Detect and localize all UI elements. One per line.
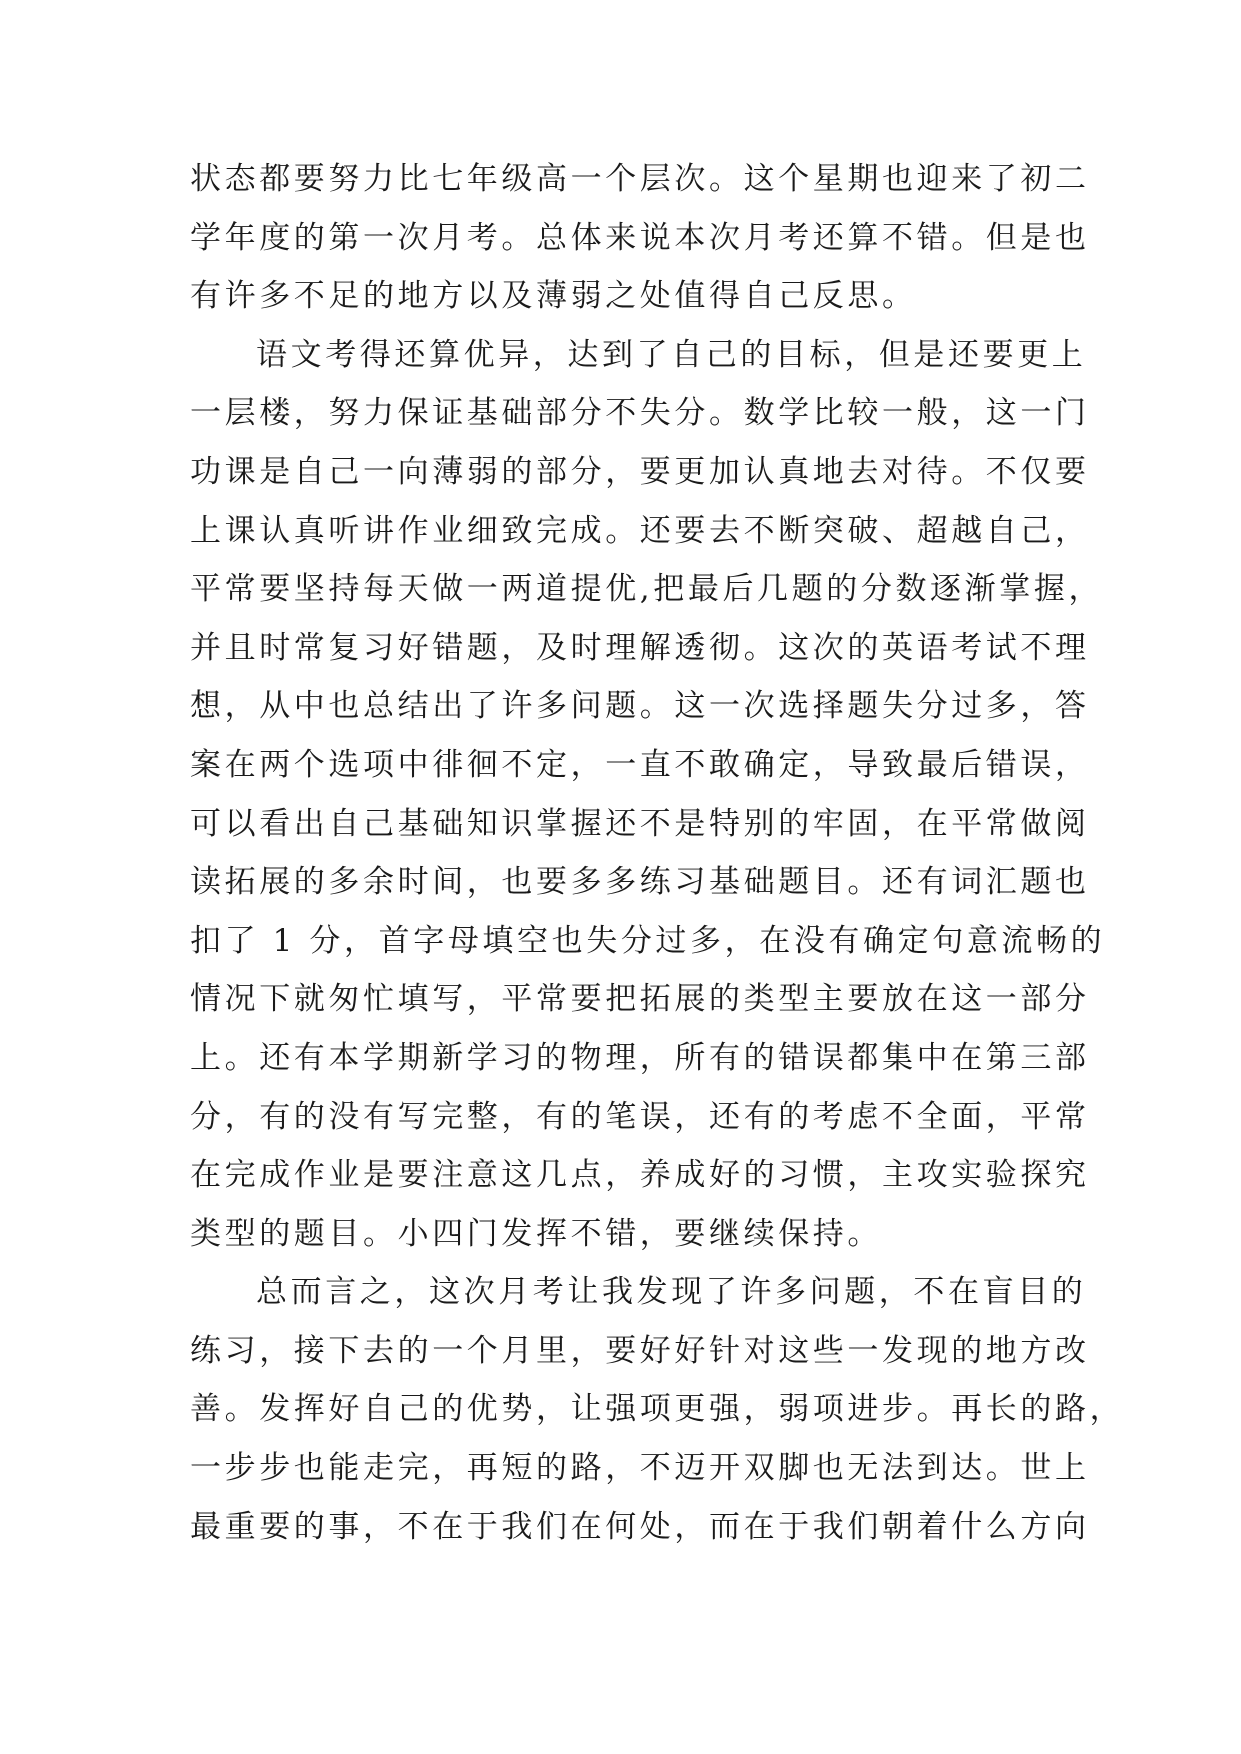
text-line: 最重要的事，不在于我们在何处，而在于我们朝着什么方向 xyxy=(190,1508,1090,1545)
text-line: 想，从中也总结出了许多问题。这一次选择题失分过多，答 xyxy=(190,688,1090,725)
text-line: 一层楼，努力保证基础部分不失分。数学比较一般，这一门 xyxy=(190,395,1090,432)
text-line: 类型的题目。小四门发挥不错，要继续保持。 xyxy=(190,1215,882,1252)
text-line: 善。发挥好自己的优势，让强项更强，弱项进步。再长的路， xyxy=(190,1391,1125,1428)
text-line: 案在两个选项中徘徊不定，一直不敢确定，导致最后错误， xyxy=(190,746,1090,783)
text-line: 状态都要努力比七年级高一个层次。这个星期也迎来了初二 xyxy=(190,161,1090,197)
text-line: 语文考得还算优异，达到了自己的目标，但是还要更上 xyxy=(256,336,1087,373)
text-line: 有许多不足的地方以及薄弱之处值得自己反思。 xyxy=(190,278,917,315)
text-line: 练习，接下去的一个月里，要好好针对这些一发现的地方改 xyxy=(190,1332,1090,1369)
text-line: 情况下就匆忙填写，平常要把拓展的类型主要放在这一部分 xyxy=(190,981,1090,1018)
text-line: 并且时常复习好错题，及时理解透彻。这次的英语考试不理 xyxy=(190,629,1090,666)
text-line: 扣了 1 分，首字母填空也失分过多，在没有确定句意流畅的 xyxy=(190,922,1106,959)
body-text xyxy=(190,150,1125,1556)
text-line: 在完成作业是要注意这几点，养成好的习惯，主攻实验探究 xyxy=(190,1157,1090,1194)
text-line: 平常要坚持每天做一两道提优,把最后几题的分数逐渐掌握， xyxy=(190,571,1104,608)
text-line: 分，有的没有写完整，有的笔误，还有的考虑不全面，平常 xyxy=(190,1098,1090,1135)
text-line: 上。还有本学期新学习的物理，所有的错误都集中在第三部 xyxy=(190,1039,1090,1076)
text-line: 读拓展的多余时间，也要多多练习基础题目。还有词汇题也 xyxy=(190,864,1090,901)
text-line: 总而言之，这次月考让我发现了许多问题，不在盲目的 xyxy=(256,1274,1087,1311)
text-line: 可以看出自己基础知识掌握还不是特别的牢固，在平常做阅 xyxy=(190,805,1090,842)
text-line: 上课认真听讲作业细致完成。还要去不断突破、超越自己， xyxy=(190,512,1090,549)
text-line: 学年度的第一次月考。总体来说本次月考还算不错。但是也 xyxy=(190,219,1090,256)
text-line: 一步步也能走完，再短的路，不迈开双脚也无法到达。世上 xyxy=(190,1450,1090,1487)
text-line: 功课是自己一向薄弱的部分，要更加认真地去对待。不仅要 xyxy=(190,453,1090,490)
